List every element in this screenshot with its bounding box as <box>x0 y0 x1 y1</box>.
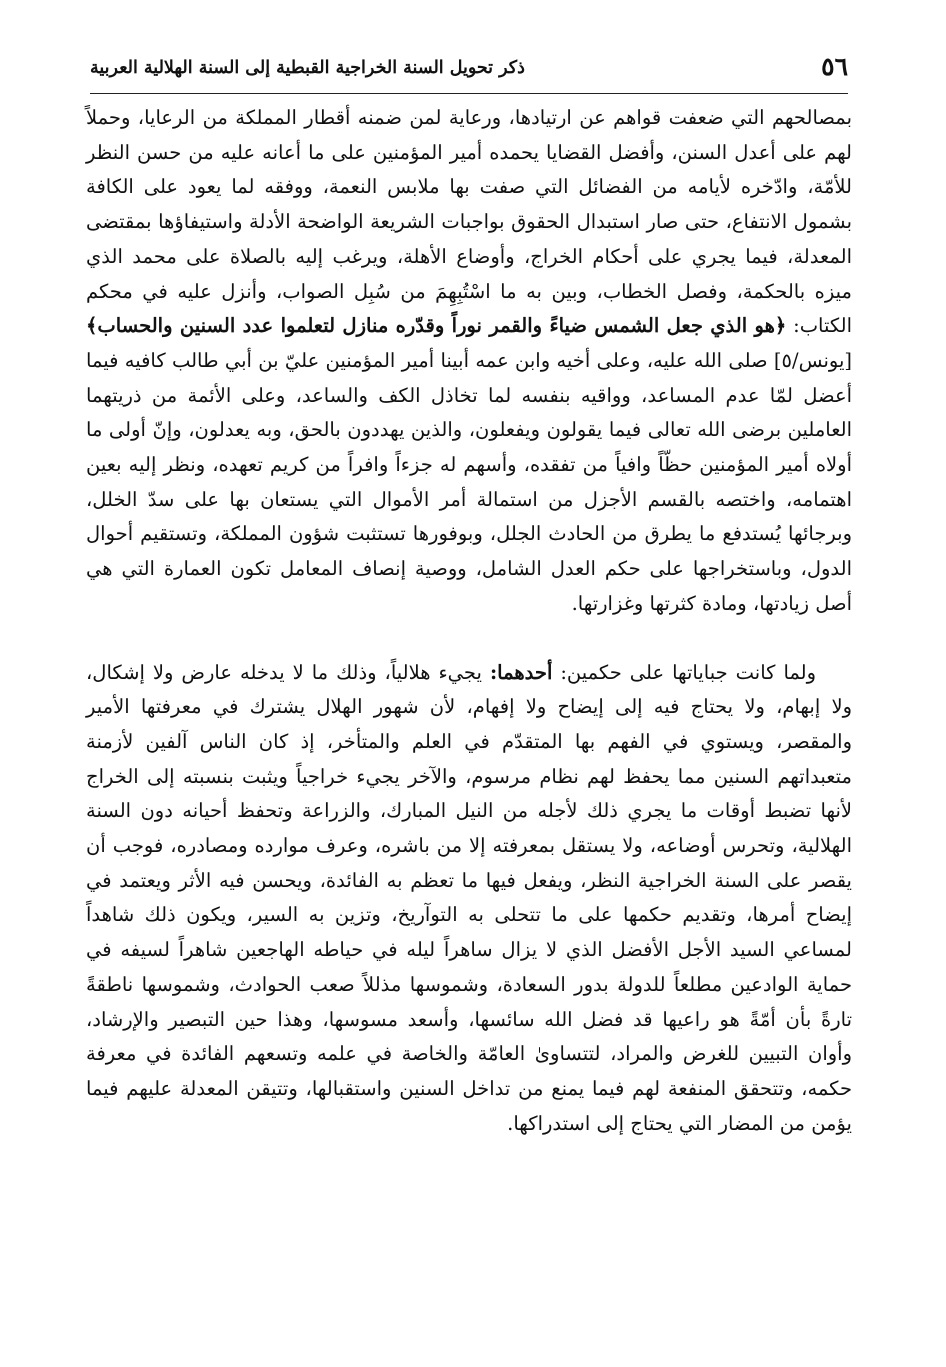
paragraph-1-text-1: بمصالحهم التي ضعفت قواهم عن ارتيادها، ورعاية لمن ضمنه أقطار المملكة من الرعايا، وحملاً لهم على أعدل السنن، وأفضل القضايا يحمده أمير المؤمنين على ما أعانه عليه من حسن النظر للأمّة، وادّخره لأيامه من الفضائل التي صفت بها ملابس النعمة، ووفقه لما يعود على الكافة بشمول الانتفاع، حتى صار استبدال الحقوق بواجبات الشريعة الواضحة الأدلة واستيفاؤها بمقتضى المعدلة، فيما يجري على أحكام الخراج، وأوضاع الأهلة، ويرغب إليه بالصلاة على محمد الذي ميزه بالحكمة، وفصل الخطاب، وبين به ما اسْتُبِهِمَ من سُبِل الصواب، وأنزل عليه في محكم الكتاب: <box>86 106 853 338</box>
paragraph-2-term: أحدهما: <box>489 660 553 684</box>
paragraph-1 <box>86 101 852 622</box>
paragraph-2-text-1: ولما كانت جباياتها على حكمين: <box>560 660 817 684</box>
paragraph-2 <box>86 656 852 1142</box>
paragraph-1-text-2: [يونس/٥] صلى الله عليه، وعلى أخيه وابن عمه أبينا أمير المؤمنين عليّ بن أبي طالب كافيه فيما أعضل لمّا عدم المساعد، وواقيه بنفسه لما تخاذل الكف والساعد، وعلى الأئمة من ذريتهما العاملين برضى الله تعالى فيما يقولون ويفعلون، والذين يهددون بالحق، وبه يعدلون، وإنّ أولى ما أولاه أمير المؤمنين حظّاً وافياً من تفقده، وأسهم له جزءاً وافراً من كريم تعهده، ونظر إليه بعين اهتمامه، واختصه بالقسم الأجزل من استمالة أمر الأموال التي يستعان بها على سدّ الخلل، وبرجائها يُستدفع ما يطرق من الحادث الجلل، وبوفورها تستثبت شؤون المملكة، وتستقيم أحوال الدول، وباستخراجها على حكم العدل الشامل، ووصية إنصاف المعامل تكون العمارة التي هي أصل زيادتها، ومادة كثرتها وغزارتها. <box>86 348 852 615</box>
page-header <box>90 52 848 84</box>
page-number: ٥٦ <box>821 52 848 81</box>
running-title: ذكر تحويل السنة الخراجية القبطية إلى السنة الهلالية العربية <box>90 58 525 78</box>
page-body <box>86 101 852 1141</box>
quran-verse: ﴿هو الذي جعل الشمس ضياءً والقمر نوراً وقدّره منازل لتعلموا عدد السنين والحساب﴾ <box>86 314 787 338</box>
header-divider <box>90 93 848 94</box>
paragraph-2-text-2: يجيء هلالياً، وذلك ما لا يدخله عارض ولا إشكال، ولا إبهام، ولا يحتاج فيه إلى إيضاح ولا إفهام، لأن شهور الهلال يشترك في معرفتها الأمير والمقصر، ويستوي في الفهم بها المتقدّم في العلم والمتأخر، إذ كان الناس آلفين لأزمنة متعبداتهم السنين مما يحفظ لهم نظام مرسوم، والآخر يجيء خراجياً ويثبت بنسبته إلى الخراج لأنها تضبط أوقات ما يجري ذلك لأجله من النيل المبارك، والزراعة وتحفظ أحيانه دون السنة الهلالية، وتحرس أوضاعه، ولا يستقل بمعرفته إلا من باشره، وعرف موارده ومصادره، فوجب أن يقصر على السنة الخراجية النظر، ويفعل فيها ما تعظم به الفائدة، ويحسن فيه الأثر ويعتمد في إيضاح أمرها، وتقديم حكمها على ما تتحلى به التوآريخ، وتزين به السير، ويكون ذلك شاهداً لمساعي السيد الأجل الأفضل الذي لا يزال ساهراً ليله في حياطه الهاجعين شاهراً لسيفه في حماية الوادعين مطلعاً للدولة بدور السعادة، وشموسها مذللاً صعب الحوادث، وشموسها ناطقةً تارةً بأن أمّةً هو راعيها قد فضل الله سائسها، وأسعد مسوسها، وهذا حين التبصير والإرشاد، وأوان التبيين للغرض والمراد، لتتساوىٰ العامّة والخاصة في علمه وتسعهم الفائدة في معرفة حكمه، وتتحقق المنفعة لهم فيما يمنع من تداخل السنين واستقبالها، وتتيقن المعدلة عليهم فيما يؤمن من المضار التي يحتاج إلى استدراكها. <box>86 660 852 1135</box>
